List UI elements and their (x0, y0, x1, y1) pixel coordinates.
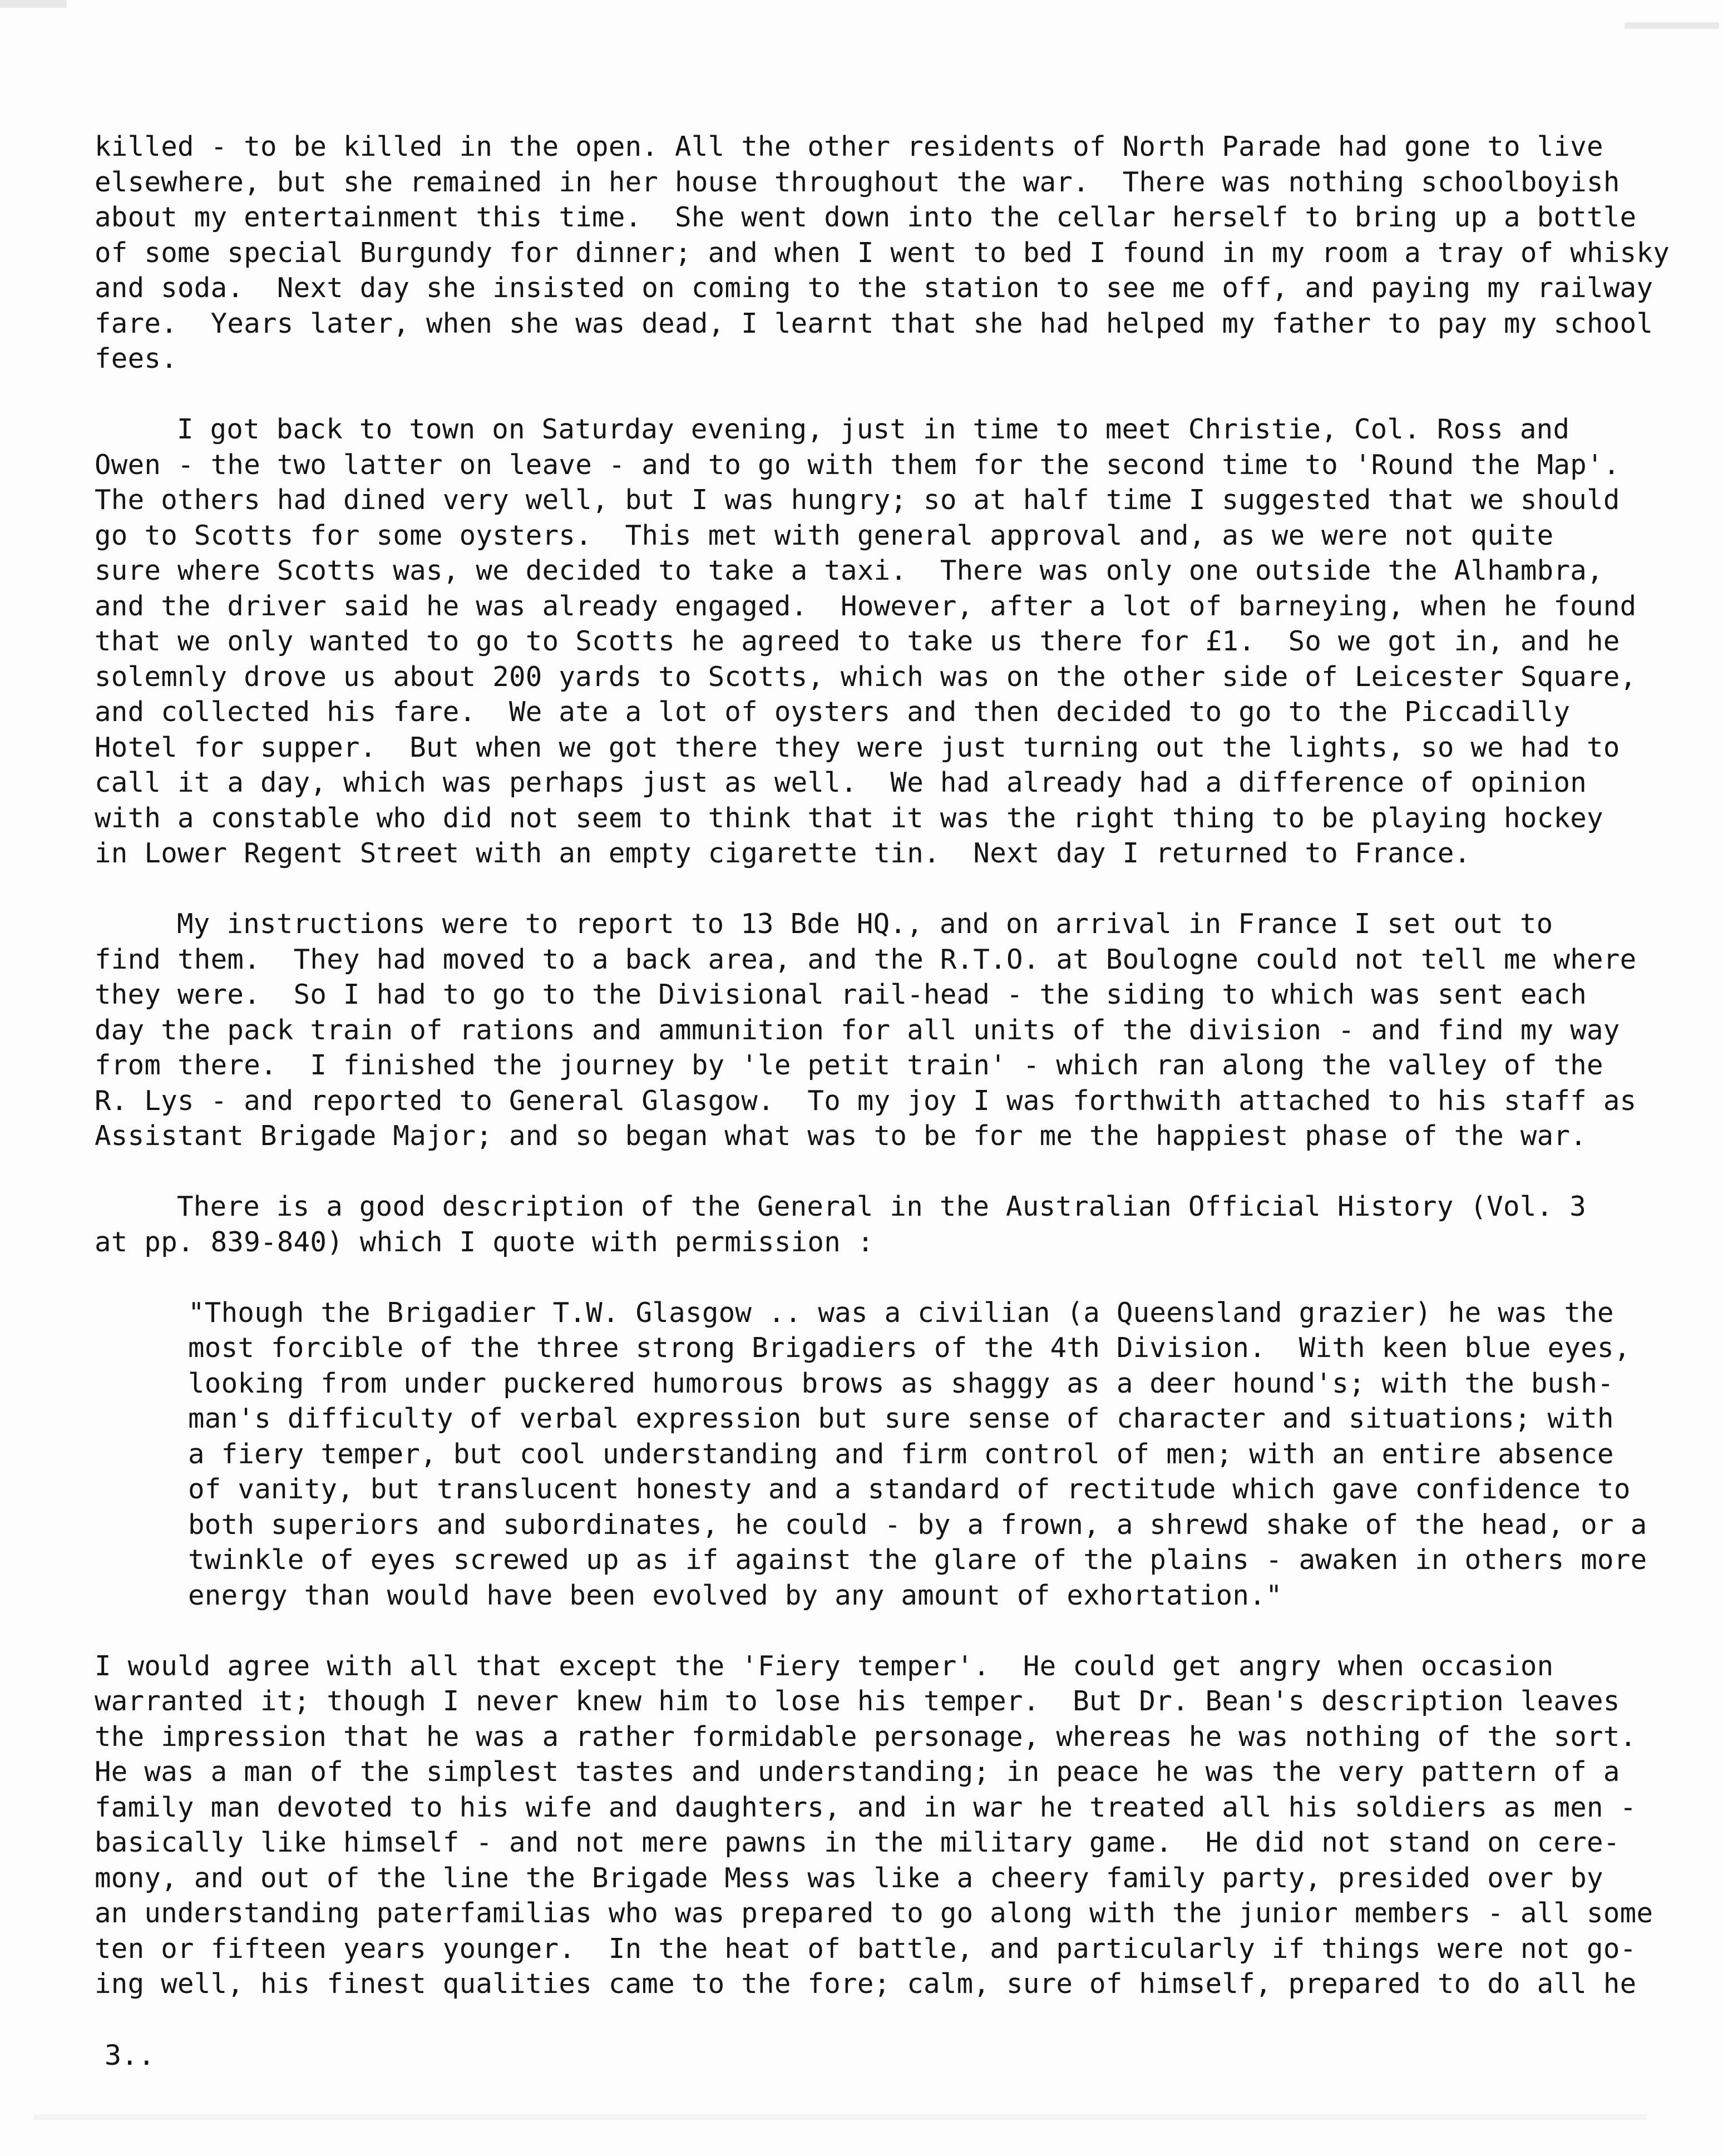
text-line: family man devoted to his wife and daughters, and in war he treated all his soldiers as men - (95, 1791, 1637, 1823)
scan-artifact-top-left (0, 0, 67, 8)
text-line: looking from under puckered humorous brows as shaggy as a deer hound's; with the bush- (188, 1367, 1614, 1399)
text-line: and the driver said he was already engaged. However, after a lot of barneying, when he found (95, 590, 1637, 622)
text-line: of some special Burgundy for dinner; and when I went to bed I found in my room a tray of whisky (95, 236, 1670, 269)
text-line: both superiors and subordinates, he could - by a frown, a shrewd shake of the head, or a (188, 1508, 1647, 1541)
document-body (95, 129, 1670, 2037)
text-line: they were. So I had to go to the Divisional rail-head - the siding to which was sent each (95, 979, 1587, 1010)
paragraph (95, 412, 1658, 871)
text-line: killed - to be killed in the open. All the other residents of North Parade had gone to live (95, 131, 1603, 162)
block-quote (95, 1295, 1658, 1614)
text-line: R. Lys - and reported to General Glasgow. To my joy I was forthwith attached to his staff as (95, 1084, 1637, 1117)
text-line: in Lower Regent Street with an empty cigarette tin. Next day I returned to France. (95, 837, 1471, 869)
text-line: The others had dined very well, but I was hungry; so at half time I suggested that we should (95, 484, 1620, 516)
paragraph (95, 129, 1670, 377)
text-line: from there. I finished the journey by 'le petit train' - which ran along the valley of the (95, 1049, 1603, 1081)
paragraph (95, 1649, 1658, 2002)
text-line: warranted it; though I never knew him to lose his temper. But Dr. Bean's description leaves (95, 1685, 1620, 1717)
text-line: He was a man of the simplest tastes and understanding; in peace he was the very pattern of a (95, 1756, 1620, 1788)
text-line: sure where Scotts was, we decided to take a taxi. There was only one outside the Alhambra, (95, 555, 1603, 586)
text-line: twinkle of eyes screwed up as if against the glare of the plains - awaken in others more (188, 1544, 1647, 1576)
text-line: man's difficulty of verbal expression but sure sense of character and situations; with (188, 1403, 1614, 1434)
text-line: I would agree with all that except the 'Fiery temper'. He could get angry when occasion (95, 1650, 1554, 1682)
text-line: fare. Years later, when she was dead, I learnt that she had helped my father to pay my school (95, 307, 1653, 339)
text-line: My instructions were to report to 13 Bde HQ., and on arrival in France I set out to (177, 908, 1553, 940)
text-line: elsewhere, but she remained in her house throughout the war. There was nothing schoolboyish (95, 166, 1620, 198)
text-line: at pp. 839-840) which I quote with permission : (95, 1226, 874, 1258)
text-line: ten or fifteen years younger. In the heat of battle, and particularly if things were not go- (95, 1932, 1637, 1965)
text-line: ing well, his finest qualities came to the fore; calm, sure of himself, prepared to do all he (95, 1968, 1637, 2000)
text-line: day the pack train of rations and ammunition for all units of the division - and find my way (95, 1014, 1620, 1046)
text-line: find them. They had moved to a back area, and the R.T.O. at Boulogne could not tell me where (95, 943, 1637, 975)
scan-artifact-top-right (1625, 22, 1719, 29)
text-line: of vanity, but translucent honesty and a standard of rectitude which gave confidence to (188, 1473, 1631, 1505)
scan-artifact-bottom (33, 2114, 1647, 2120)
text-line: call it a day, which was perhaps just as well. We had already had a difference of opinion (95, 767, 1587, 798)
text-line: that we only wanted to go to Scotts he agreed to take us there for £1. So we got in, and he (95, 625, 1620, 657)
text-line: a fiery temper, but cool understanding and firm control of men; with an entire absence (188, 1438, 1614, 1470)
text-line: fees. (95, 343, 178, 374)
text-line: "Though the Brigadier T.W. Glasgow .. was a civilian (a Queensland grazier) he was the (188, 1296, 1614, 1329)
text-line: I got back to town on Saturday evening, just in time to meet Christie, Col. Ross and (177, 413, 1570, 445)
text-line: and soda. Next day she insisted on coming to the station to see me off, and paying my railway (95, 272, 1653, 304)
text-line: about my entertainment this time. She went down into the cellar herself to bring up a bottle (95, 201, 1637, 233)
text-line: Hotel for supper. But when we got there they were just turning out the lights, so we had to (95, 731, 1620, 763)
page-number: 3.. (105, 2039, 155, 2071)
text-line: solemnly drove us about 200 yards to Scotts, which was on the other side of Leicester Square, (95, 660, 1637, 693)
text-line: basically like himself - and not mere pawns in the military game. He did not stand on cere- (95, 1827, 1620, 1858)
paragraph (95, 906, 1658, 1154)
text-line: Owen - the two latter on leave - and to go with them for the second time to 'Round the Map'. (95, 448, 1620, 481)
text-line: Assistant Brigade Major; and so began what was to be for me the happiest phase of the war. (95, 1120, 1587, 1152)
paragraph (95, 1189, 1658, 1260)
text-line: the impression that he was a rather formidable personage, whereas he was nothing of the sort. (95, 1720, 1637, 1753)
text-line: energy than would have been evolved by any amount of exhortation." (188, 1579, 1282, 1611)
text-line: most forcible of the three strong Brigadiers of the 4th Division. With keen blue eyes, (188, 1332, 1631, 1364)
text-line: go to Scotts for some oysters. This met with general approval and, as we were not quite (95, 519, 1554, 551)
text-line: with a constable who did not seem to think that it was the right thing to be playing hockey (95, 802, 1603, 834)
text-line: an understanding paterfamilias who was prepared to go along with the junior members - all some (95, 1897, 1653, 1929)
text-line: There is a good description of the General in the Australian Official History (Vol. 3 (177, 1191, 1587, 1222)
text-line: and collected his fare. We ate a lot of oysters and then decided to go to the Piccadilly (95, 696, 1571, 728)
text-line: mony, and out of the line the Brigade Mess was like a cheery family party, presided over by (95, 1862, 1603, 1894)
